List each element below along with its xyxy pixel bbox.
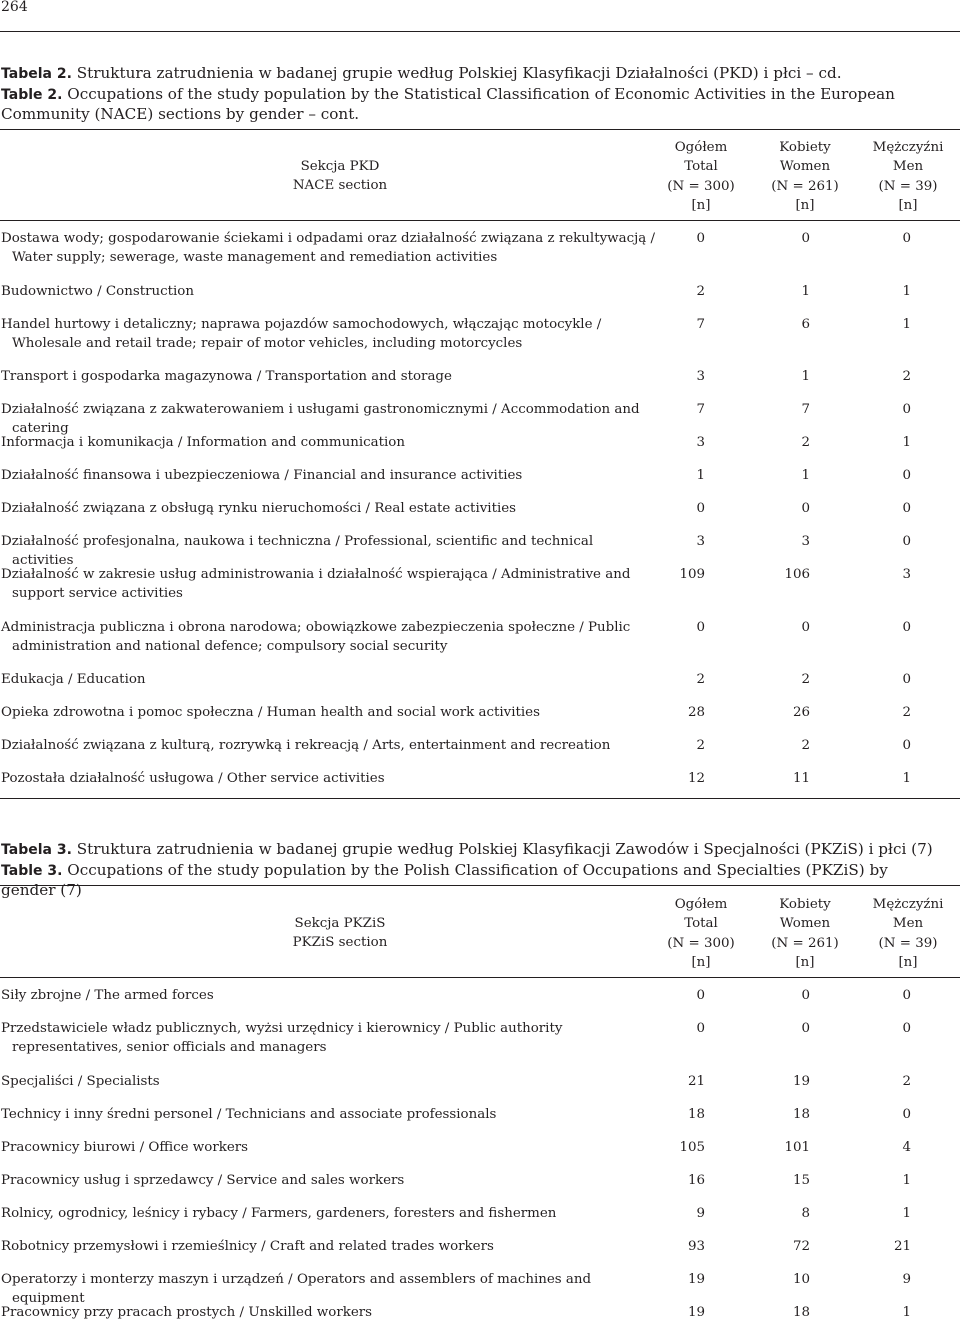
table3-header-rule — [0, 977, 960, 978]
cell-total: 21 — [687, 1073, 705, 1089]
row-label: Działalność profesjonalna, naukowa i techniczna / Professional, scientific and technical activities — [1, 534, 594, 569]
row-label: Pracownicy usług i sprzedawcy / Service and sales workers — [1, 1172, 405, 1188]
cell-women: 7 — [801, 402, 810, 417]
cell-total: 9 — [696, 1205, 705, 1221]
cell-men: 0 — [902, 1021, 911, 1036]
cell-women: 101 — [784, 1139, 810, 1155]
row-label: Pracownicy biurowi / Office workers — [1, 1139, 249, 1155]
cell-women: 72 — [792, 1238, 810, 1254]
cell-men: 0 — [902, 738, 911, 753]
row-label: Administracja publiczna i obrona narodowa; obowiązkowe zabezpieczenia społeczne / Public administration and national defence; compulsory social security — [1, 619, 631, 654]
cell-women: 1 — [801, 369, 810, 384]
cell-men: 1 — [902, 435, 911, 450]
page-number: 264 — [1, 0, 28, 15]
row-label: Działalność finansowa i ubezpieczeniowa / Financial and insurance activities — [1, 468, 523, 483]
row-label: Budownictwo / Construction — [1, 283, 194, 299]
cell-men: 3 — [902, 567, 911, 582]
cell-men: 4 — [902, 1139, 911, 1155]
cell-total: 0 — [696, 619, 705, 635]
table3-title-en: Table 3. Occupations of the study population by the Polish Classification of Occupations and Specialties (PKZiS) by gender (7) — [1, 860, 888, 899]
cell-women: 2 — [801, 435, 810, 450]
row-label: Siły zbrojne / The armed forces — [1, 988, 214, 1003]
row-label: Edukacja / Education — [1, 672, 146, 687]
cell-total: 0 — [696, 231, 705, 246]
row-label: Działalność związana z kulturą, rozrywką i rekreacją / Arts, entertainment and recreation — [1, 738, 611, 753]
cell-women: 26 — [792, 705, 810, 720]
cell-men: 1 — [902, 1304, 911, 1320]
table2-header-men: Mężczyźni Men (N = 39) [n] — [872, 140, 944, 213]
table3-header-men: Mężczyźni Men (N = 39) [n] — [872, 897, 944, 970]
row-label: Opieka zdrowotna i pomoc społeczna / Human health and social work activities — [1, 705, 540, 720]
cell-women: 6 — [801, 316, 810, 332]
cell-total: 2 — [696, 283, 705, 299]
cell-men: 2 — [902, 1073, 911, 1089]
table3-title-pl: Tabela 3. Struktura zatrudnienia w badanej grupie według Polskiej Klasyfikacji Zawodów i Specjalności (PKZiS) i płci (7) — [1, 840, 933, 858]
cell-total: 0 — [696, 1021, 705, 1036]
cell-men: 2 — [902, 705, 911, 720]
row-label: Robotnicy przemysłowi i rzemieślnicy / Craft and related trades workers — [1, 1238, 494, 1254]
header-rule — [0, 31, 960, 32]
cell-men: 2 — [902, 369, 911, 384]
cell-total: 3 — [696, 534, 705, 549]
table3-caption — [1, 840, 941, 901]
cell-women: 0 — [801, 501, 810, 516]
row-label: Pozostała działalność usługowa / Other service activities — [1, 771, 385, 786]
cell-total: 19 — [687, 1304, 705, 1320]
cell-men: 0 — [902, 672, 911, 687]
cell-men: 1 — [902, 316, 911, 332]
table2-header-rule — [0, 220, 960, 221]
cell-total: 2 — [696, 672, 705, 687]
row-label: Informacja i komunikacja / Information and communication — [1, 435, 405, 450]
cell-total: 28 — [687, 705, 705, 720]
cell-men: 0 — [902, 534, 911, 549]
row-label: Operatorzy i monterzy maszyn i urządzeń / Operators and assemblers of machines and equipment — [1, 1271, 592, 1306]
cell-total: 0 — [696, 501, 705, 516]
table2-header-women: Kobiety Women (N = 261) [n] — [771, 140, 839, 213]
row-label: Działalność związana z obsługą rynku nieruchomości / Real estate activities — [1, 501, 517, 516]
cell-women: 10 — [792, 1271, 810, 1287]
row-label: Pracownicy przy pracach prostych / Unskilled workers — [1, 1304, 373, 1320]
cell-men: 0 — [902, 988, 911, 1003]
cell-total: 16 — [687, 1172, 705, 1188]
cell-men: 0 — [902, 402, 911, 417]
cell-women: 1 — [801, 468, 810, 483]
cell-women: 2 — [801, 672, 810, 687]
cell-total: 3 — [696, 369, 705, 384]
cell-women: 11 — [792, 771, 810, 786]
cell-women: 0 — [801, 988, 810, 1003]
row-label: Rolnicy, ogrodnicy, leśnicy i rybacy / Farmers, gardeners, foresters and fishermen — [1, 1205, 557, 1221]
table2-top-rule — [0, 129, 960, 130]
cell-total: 1 — [696, 468, 705, 483]
cell-women: 0 — [801, 231, 810, 246]
table2-bottom-rule — [0, 798, 960, 799]
row-label: Dostawa wody; gospodarowanie ściekami i odpadami oraz działalność związana z rekultywacją / Water supply; sewerage, waste management and remediation activities — [1, 231, 655, 266]
cell-men: 1 — [902, 283, 911, 299]
row-label: Technicy i inny średni personel / Technicians and associate professionals — [1, 1106, 497, 1122]
table2-header-total: Ogółem Total (N = 300) [n] — [667, 140, 735, 213]
cell-men: 0 — [902, 619, 911, 635]
table3-header-total: Ogółem Total (N = 300) [n] — [667, 897, 735, 970]
cell-total: 109 — [679, 567, 705, 582]
row-label: Działalność w zakresie usług administrowania i działalność wspierająca / Administrative and support service activities — [1, 567, 631, 602]
row-label: Specjaliści / Specialists — [1, 1073, 160, 1089]
cell-women: 1 — [801, 283, 810, 299]
table2-title-pl: Tabela 2. Struktura zatrudnienia w badanej grupie według Polskiej Klasyfikacji Działalności (PKD) i płci – cd. — [1, 64, 842, 82]
cell-total: 3 — [696, 435, 705, 450]
cell-men: 0 — [902, 501, 911, 516]
cell-men: 21 — [893, 1238, 911, 1254]
row-label: Handel hurtowy i detaliczny; naprawa pojazdów samochodowych, włączając motocykle / Wholesale and retail trade; repair of motor vehicles, including motorcycles — [1, 316, 602, 351]
cell-women: 8 — [801, 1205, 810, 1221]
cell-women: 0 — [801, 619, 810, 635]
cell-total: 19 — [687, 1271, 705, 1287]
table2-header-section: Sekcja PKD NACE section — [292, 159, 388, 194]
cell-women: 19 — [792, 1073, 810, 1089]
cell-total: 2 — [696, 738, 705, 753]
cell-women: 15 — [792, 1172, 810, 1188]
cell-men: 9 — [902, 1271, 911, 1287]
row-label: Przedstawiciele władz publicznych, wyżsi urzędnicy i kierownicy / Public authority representatives, senior officials and managers — [1, 1021, 563, 1056]
cell-men: 1 — [902, 771, 911, 786]
cell-men: 0 — [902, 1106, 911, 1122]
cell-total: 12 — [687, 771, 705, 786]
cell-total: 7 — [696, 316, 705, 332]
cell-men: 0 — [902, 468, 911, 483]
cell-women: 0 — [801, 1021, 810, 1036]
cell-women: 2 — [801, 738, 810, 753]
table2-caption — [1, 64, 941, 125]
cell-women: 106 — [784, 567, 810, 582]
cell-total: 7 — [696, 402, 705, 417]
table3-top-rule — [0, 885, 960, 886]
cell-women: 18 — [792, 1106, 810, 1122]
row-label: Działalność związana z zakwaterowaniem i usługami gastronomicznymi / Accommodation and catering — [1, 402, 640, 437]
cell-men: 1 — [902, 1205, 911, 1221]
cell-total: 18 — [687, 1106, 705, 1122]
table3-header-section: Sekcja PKZiS PKZiS section — [292, 916, 388, 951]
cell-total: 105 — [679, 1139, 705, 1155]
cell-men: 1 — [902, 1172, 911, 1188]
cell-total: 93 — [687, 1238, 705, 1254]
cell-men: 0 — [902, 231, 911, 246]
row-label: Transport i gospodarka magazynowa / Transportation and storage — [1, 369, 452, 384]
cell-women: 3 — [801, 534, 810, 549]
table2-title-en: Table 2. Occupations of the study population by the Statistical Classification of Economic Activities in the European Community (NACE) sections by gender – cont. — [1, 84, 895, 123]
table3-header-women: Kobiety Women (N = 261) [n] — [771, 897, 839, 970]
cell-total: 0 — [696, 988, 705, 1003]
cell-women: 18 — [792, 1304, 810, 1320]
